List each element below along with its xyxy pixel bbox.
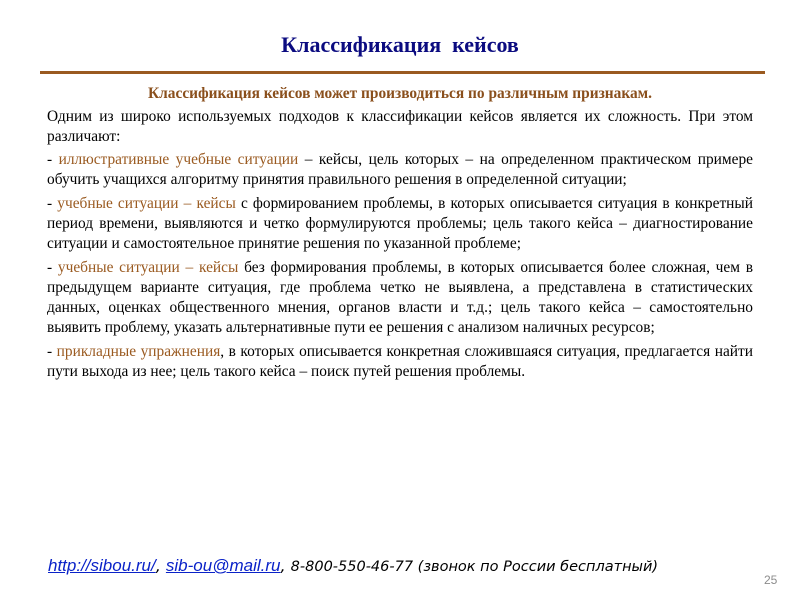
title-divider [40, 71, 765, 74]
footer-contacts [48, 556, 658, 576]
email-link[interactable]: sib-ou@mail.ru [165, 556, 281, 575]
slide-title: Классификация кейсов [281, 32, 519, 57]
bullet-text: , в которых описывается конкретная сложившаяся ситуация, предлагается найти пути выхода из нее; цель такого кейса – поиск путей решения проблемы. [47, 343, 753, 380]
bullet-text: с формированием проблемы, в которых описывается ситуация в конкретный период времени, выявляются и четко формулируются проблемы; цель такого кейса – диагностирование ситуации и самостоятельное принятие решения по указанной проблеме; [47, 195, 753, 252]
bullet-dash: - [47, 151, 59, 168]
bullet-item-applied-exercises [47, 342, 753, 382]
phone-text: 8-800-550-46-77 (звонок по России бесплатный) [290, 559, 659, 575]
footer-separator: , [280, 556, 291, 575]
bullet-term: учебные ситуации – кейсы [57, 195, 236, 212]
bullet-dash: - [47, 195, 58, 212]
bullet-text: без формирования проблемы, в которых описывается более сложная, чем в предыдущем варианте ситуация, где проблема четко не выявлена, а представлена в статистических данных, оценках общественного мнения, органов власти и т.д.; цель такого кейса – самостоятельно выявить проблему, указать альтернативные пути ее решения с анализом наличных ресурсов; [47, 259, 753, 336]
bullet-item-with-problem [47, 194, 753, 254]
bullet-term: учебные ситуации – кейсы [57, 259, 239, 276]
subheading: Классификация кейсов может производиться по различным признакам. [148, 85, 652, 102]
intro-paragraph: Одним из широко используемых подходов к классификации кейсов является их сложность. При этом различают: [47, 108, 753, 145]
bullet-item-illustrative [47, 150, 753, 190]
bullet-item-without-problem [47, 258, 753, 338]
footer-separator: , [155, 556, 166, 575]
bullet-term: прикладные упражнения [56, 343, 221, 360]
slide-content [47, 84, 753, 386]
website-link[interactable]: http://sibou.ru/ [48, 556, 156, 575]
bullet-text: – кейсы, цель которых – на определенном практическом примере обучить учащихся алгоритму принятия правильного решения в определенной ситуации; [47, 151, 753, 188]
bullet-dash: - [47, 343, 57, 360]
bullet-dash: - [47, 259, 58, 276]
page-number: 25 [764, 573, 778, 587]
bullet-term: иллюстративные учебные ситуации [58, 151, 299, 168]
